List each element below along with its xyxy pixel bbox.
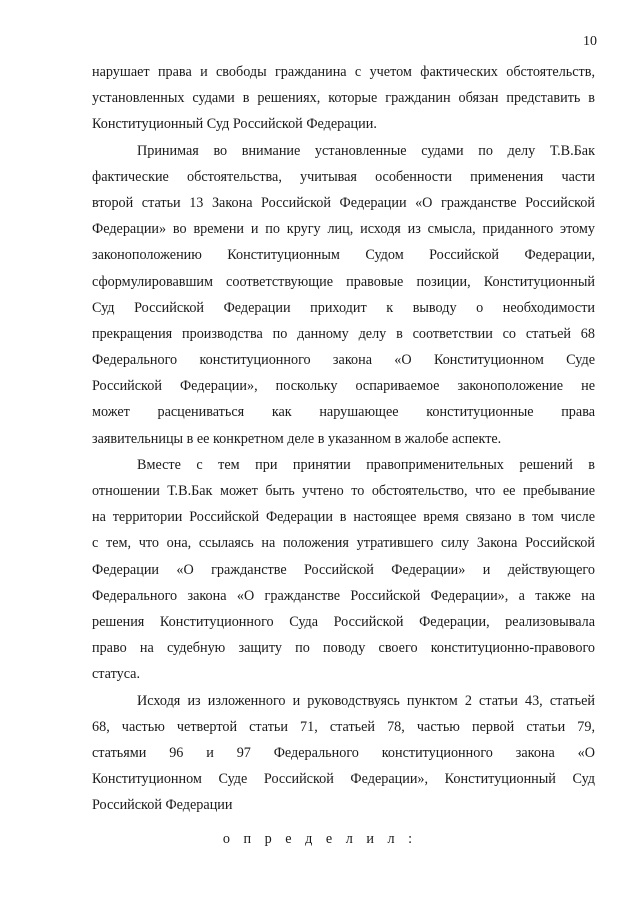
text-line: отношении Т.В.Бак может быть учтено то обстоятельство, что ее пребывание bbox=[92, 483, 595, 499]
text-line: может расцениваться как нарушающее конституционные права bbox=[92, 404, 595, 421]
text-line: Российской Федерации», поскольку оспариваемое законоположение не bbox=[92, 378, 595, 395]
text-line: Федерального закона «О гражданстве Российской Федерации», а также на bbox=[92, 587, 595, 604]
text-line: на территории Российской Федерации в настоящее время связано в том числе bbox=[92, 509, 595, 526]
text-line: прекращения производства по данному делу в соответствии со статьей 68 bbox=[92, 325, 595, 342]
text-line: заявительницы в ее конкретном деле в указанном в жалобе аспекте. bbox=[92, 430, 502, 447]
text-line: нарушает права и свободы гражданина с учетом фактических обстоятельств, bbox=[92, 64, 595, 80]
text-line: Суд Российской Федерации приходит к выводу о необходимости bbox=[92, 299, 595, 316]
text-line: Конституционный Суд Российской Федерации. bbox=[92, 116, 377, 133]
text-line: установленных судами в решениях, которые гражданин обязан представить в bbox=[92, 90, 595, 107]
paragraph-1 bbox=[92, 59, 595, 138]
text-line: Исходя из изложенного и руководствуясь пунктом 2 статьи 43, статьей bbox=[137, 692, 595, 709]
text-line: Федерации «О гражданстве Российской Федерации» и действующего bbox=[92, 561, 595, 578]
text-line: 68, частью четвертой статьи 71, статьей 78, частью первой статьи 79, bbox=[92, 718, 595, 735]
text-line: право на судебную защиту по поводу своего конституционно-правового bbox=[92, 640, 595, 657]
text-line: статьями 96 и 97 Федерального конституционного закона «О bbox=[92, 744, 595, 761]
text-line: законоположению Конституционным Судом Российской Федерации, bbox=[92, 247, 595, 264]
decision-heading: о п р е д е л и л : bbox=[222, 831, 418, 847]
paragraph-4 bbox=[92, 688, 595, 819]
paragraph-3 bbox=[92, 452, 595, 688]
text-line: Российской Федерации bbox=[92, 797, 233, 814]
text-line: статуса. bbox=[92, 666, 141, 683]
text-line: Принимая во внимание установленные судами по делу Т.В.Бак bbox=[137, 142, 595, 159]
text-line: фактические обстоятельства, учитывая особенности применения части bbox=[92, 168, 595, 185]
text-line: Вместе с тем при принятии правоприменительных решений в bbox=[137, 456, 595, 473]
text-line: Конституционном Суде Российской Федерации», Конституционный Суд bbox=[92, 771, 595, 788]
text-line: Федерального конституционного закона «О Конституционном Суде bbox=[92, 352, 595, 369]
paragraph-2 bbox=[92, 138, 595, 452]
page-number: 10 bbox=[583, 34, 597, 49]
text-line: решения Конституционного Суда Российской Федерации, реализовывала bbox=[92, 613, 595, 630]
text-line: сформулировавшим соответствующие правовые позиции, Конституционный bbox=[92, 273, 595, 290]
text-line: с тем, что она, ссылаясь на положения утратившего силу Закона Российской bbox=[92, 535, 595, 552]
text-line: Федерации» во времени и по кругу лиц, исходя из смысла, приданного этому bbox=[92, 221, 595, 238]
text-line: второй статьи 13 Закона Российской Федерации «О гражданстве Российской bbox=[92, 194, 595, 211]
document-body bbox=[92, 59, 595, 818]
